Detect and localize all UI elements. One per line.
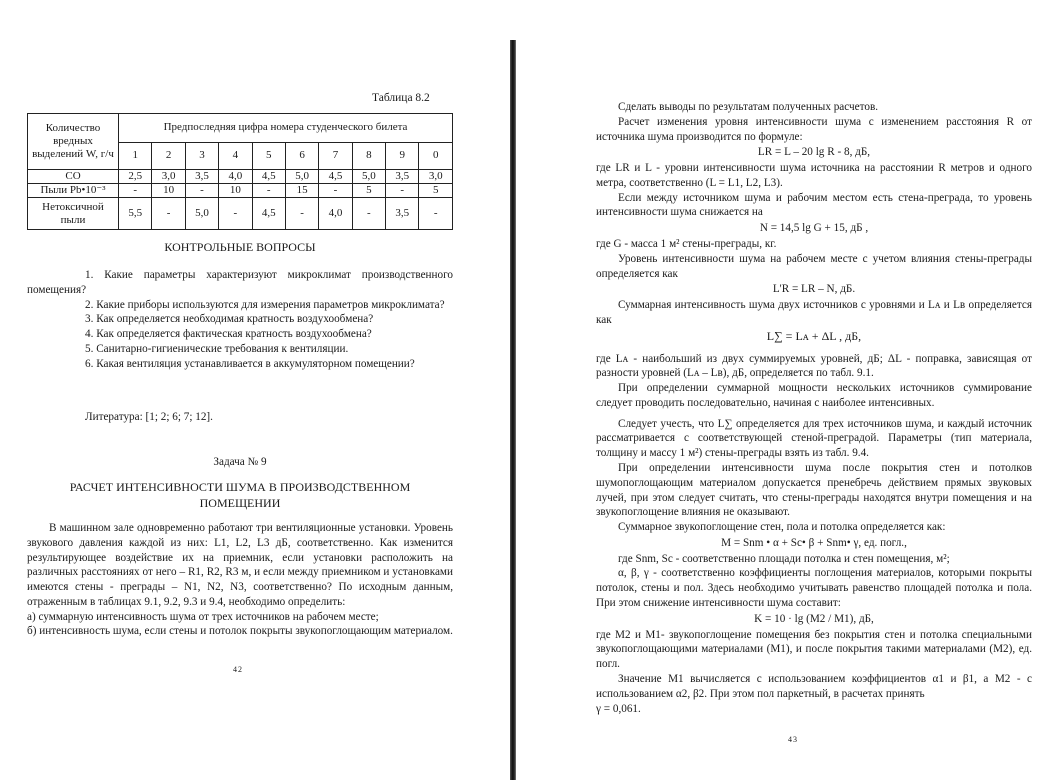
table-cell: 3,5 — [386, 170, 419, 184]
table-digit: 0 — [419, 143, 453, 170]
paragraph: Если между источником шума и рабочим местом есть стена-преграда, то уровень интенсивности шума снижается на — [596, 191, 1032, 219]
left-page — [0, 0, 505, 780]
table-cell: 5,0 — [352, 170, 385, 184]
question-item: 1. Какие параметры характеризуют микроклимат производственного помещения? — [27, 269, 453, 296]
paragraph: где G - масса 1 м² стены-преграды, кг. — [596, 238, 777, 251]
table-cell: 4,0 — [219, 170, 252, 184]
formula: L'R = LR – N, дБ. — [772, 283, 856, 296]
paragraph: где Snm, Sc - соответственно площади потолка и стен помещения, м²; — [618, 552, 950, 565]
task-number: Задача № 9 — [213, 456, 267, 468]
table-digit: 9 — [386, 143, 419, 170]
table-cell: 5 — [419, 184, 453, 198]
table-caption: Таблица 8.2 — [372, 92, 430, 104]
table-cell: - — [319, 184, 352, 198]
paragraph: где Lᴀ - наибольший из двух суммируемых уровней, дБ; ΔL - поправка, зависящая от разности уровней (Lᴀ – Lв), дБ, определяется по табл. 9.1. — [596, 352, 1032, 380]
table-cell: 15 — [285, 184, 318, 198]
task-item: б) интенсивность шума, если стены и потолок покрыты звукопоглощающим материалом. — [27, 625, 453, 638]
table-cell: 5,0 — [185, 198, 218, 230]
table-row — [28, 184, 453, 198]
task-item: а) суммарную интенсивность шума от трех источников на рабочем месте; — [27, 610, 379, 623]
table-digit: 7 — [319, 143, 352, 170]
table-cell: 5 — [352, 184, 385, 198]
table-cell: 10 — [152, 184, 185, 198]
right-page — [520, 0, 1048, 780]
table-cell: 2,5 — [119, 170, 152, 184]
table-digit: 2 — [152, 143, 185, 170]
table-digit: 5 — [252, 143, 285, 170]
question-item: 3. Как определяется необходимая кратность воздухообмена? — [85, 313, 374, 326]
table-digit: 4 — [219, 143, 252, 170]
table-cell: - — [386, 184, 419, 198]
task-title: РАСЧЕТ ИНТЕНСИВНОСТИ ШУМА В ПРОИЗВОДСТВЕННОМ ПОМЕЩЕНИИ — [69, 480, 411, 510]
table-cell: 3,5 — [386, 198, 419, 230]
paragraph: Уровень интенсивности шума на рабочем месте с учетом влияния стены-преграды определяется как — [596, 252, 1032, 280]
formula: K = 10 · lg (M2 / M1), дБ, — [754, 612, 874, 625]
literature-reference: Литература: [1; 2; 6; 7; 12]. — [85, 411, 213, 423]
table-row-label: CO — [28, 170, 119, 184]
table-row-label: Пыли Pb•10⁻³ — [28, 184, 119, 198]
paragraph: Суммарное звукопоглощение стен, пола и потолка определяется как: — [618, 521, 946, 534]
question-item: 5. Санитарно-гигиенические требования к вентиляции. — [85, 342, 349, 355]
table-cell: 10 — [219, 184, 252, 198]
table-cell: - — [219, 198, 252, 230]
table-cell: 4,0 — [319, 198, 352, 230]
data-table — [27, 113, 453, 230]
table-cell: - — [252, 184, 285, 198]
right-text-body — [596, 100, 1032, 716]
question-item: 2. Какие приборы используются для измерения параметров микроклимата? — [85, 298, 445, 311]
paragraph: Расчет изменения уровня интенсивности шума с изменением расстояния R от источника шума производится по формуле: — [596, 115, 1032, 143]
paragraph: Сделать выводы по результатам полученных расчетов. — [618, 101, 879, 113]
table-cell: 4,5 — [252, 198, 285, 230]
page-number: 43 — [788, 735, 798, 744]
paragraph: При определении суммарной мощности нескольких источников суммирование следует проводить последовательно, начиная с наиболее интенсивных. — [596, 382, 1032, 409]
book-gutter — [510, 40, 516, 780]
paragraph: Значение М1 вычисляется с использованием коэффициентов α1 и β1, а М2 - с использованием α2, β2. При этом пол паркетный, в расчетах принять — [596, 672, 1032, 700]
table-cell: - — [185, 184, 218, 198]
table-digit: 6 — [285, 143, 318, 170]
formula: L∑ = Lᴀ + ΔL , дБ, — [766, 328, 862, 343]
table-digit: 3 — [185, 143, 218, 170]
table-digit: 8 — [352, 143, 385, 170]
paragraph: γ = 0,061. — [596, 702, 641, 715]
paragraph: где LR и L - уровни интенсивности шума источника на расстоянии R метров и одного метра, соответственно (L = L1, L2, L3). — [596, 162, 1032, 189]
questions-list — [27, 268, 453, 371]
table-header-label: Количество вредных выделений W, г/ч — [28, 114, 119, 170]
table-row-label: Нетоксичной пыли — [28, 198, 119, 230]
table-row — [28, 170, 453, 184]
task-body — [27, 521, 453, 639]
table-cell: 4,5 — [252, 170, 285, 184]
paragraph: Суммарная интенсивность шума двух источников с уровнями и Lᴀ и Lв определяется как — [596, 299, 1032, 326]
page-number: 42 — [233, 665, 243, 674]
table-cell: 3,0 — [152, 170, 185, 184]
formula: N = 14,5 lg G + 15, дБ , — [759, 222, 869, 235]
question-item: 6. Какая вентиляция устанавливается в аккумуляторном помещении? — [85, 357, 415, 370]
section-title: КОНТРОЛЬНЫЕ ВОПРОСЫ — [164, 240, 316, 254]
paragraph: При определении интенсивности шума после покрытия стен и потолков шумопоглощающим материалом допускается пренебречь действием прямых звуковых лучей, при этом следует считать, что стены-преграды находятся внутри помещения и на звукопоглощение влияния не оказывают. — [596, 462, 1032, 519]
paragraph: где М2 и М1- звукопоглощение помещения без покрытия стен и потолка специальными звукопоглощающими материалами (М1), и после покрытия такими материалами (М2), ед. погл. — [596, 628, 1032, 671]
table-row — [28, 198, 453, 230]
task-description: В машинном зале одновременно работают три вентиляционные установки. Уровень звукового давления каждой из них: L1, L2, L3 дБ, соответственно. Как изменится результирующее воздействие их на приемник, если установки расположить на различных расстояниях от него – R1, R2, R3 м, и если между приемником и установками имеются стены - преграды – N1, N2, N3, соответственно? По исходным данным, отраженным в таблицах 9.1, 9.2, 9.3 и 9.4, необходимо определить: — [27, 522, 453, 608]
table-cell: 5,5 — [119, 198, 152, 230]
paragraph: α, β, γ - соответственно коэффициенты поглощения материалов, которыми покрыты потолок, стены и пол. Здесь необходимо учитывать равенство площадей потолка и пола. При этом снижение интенсивности шума составит: — [596, 567, 1032, 610]
table-cell: - — [152, 198, 185, 230]
table-cell: - — [119, 184, 152, 198]
table-cell: 5,0 — [285, 170, 318, 184]
table-header-caption: Предпоследняя цифра номера студенческого билета — [119, 114, 453, 143]
table-cell: 3,0 — [419, 170, 453, 184]
question-item: 4. Как определяется фактическая кратность воздухообмена? — [85, 328, 372, 341]
table-cell: - — [285, 198, 318, 230]
formula: M = Snm • α + Sc• β + Snm• γ, ед. погл., — [721, 536, 907, 549]
table-cell: 4,5 — [319, 170, 352, 184]
table-digit: 1 — [119, 143, 152, 170]
formula: LR = L – 20 lg R - 8, дБ, — [757, 146, 871, 159]
paragraph: Следует учесть, что L∑ определяется для трех источников шума, и каждый источник рассматривается с соответствующей стеной-преградой. Параметры (тип материала, толщину и массу 1 м²) стены-преграды взять из табл. 9.4. — [596, 417, 1032, 460]
table-cell: 3,5 — [185, 170, 218, 184]
table-cell: - — [419, 198, 453, 230]
table-cell: - — [352, 198, 385, 230]
